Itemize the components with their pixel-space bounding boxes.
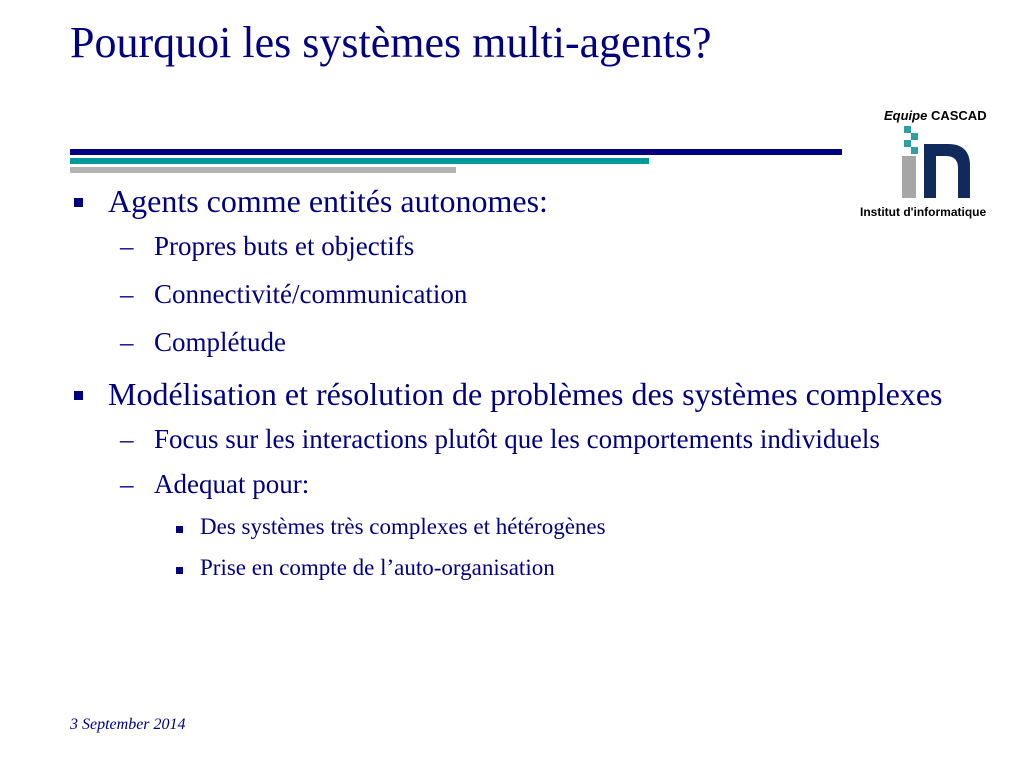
list-item <box>70 554 990 582</box>
logo-team-name: CASCAD <box>930 108 987 123</box>
title-rule-teal <box>70 158 649 164</box>
title-rule-navy <box>70 149 842 155</box>
dash-bullet-icon: – <box>120 231 134 261</box>
bullet-text: Modélisation et résolution de problèmes des systèmes complexes <box>108 376 943 412</box>
list-item <box>70 513 990 541</box>
bullet-text: Agents comme entités autonomes: <box>108 183 548 219</box>
bullet-text: Adequat pour: <box>154 469 310 499</box>
bullet-list <box>70 182 990 595</box>
list-item <box>70 278 990 311</box>
list-item <box>70 375 988 413</box>
bullet-text: Connectivité/communication <box>154 279 468 309</box>
logo-team-word: Equipe <box>884 108 928 123</box>
logo-team-label <box>884 108 987 123</box>
dash-bullet-icon: – <box>120 327 134 357</box>
bullet-text: Complétude <box>154 327 286 357</box>
bullet-text: Propres buts et objectifs <box>154 231 415 261</box>
dash-bullet-icon: – <box>120 424 134 454</box>
dash-bullet-icon: – <box>120 469 134 499</box>
list-item <box>70 182 990 220</box>
slide-title: Pourquoi les systèmes multi-agents? <box>70 18 712 67</box>
bullet-text: Prise en compte de l’auto-organisation <box>200 555 555 580</box>
list-item <box>70 468 990 501</box>
square-bullet-icon <box>74 391 83 400</box>
title-rule-gray <box>70 167 456 173</box>
list-item <box>70 326 990 359</box>
logo-institute-name: Institut d'informatique <box>860 205 987 219</box>
bullet-text: Focus sur les interactions plutôt que les comportements individuels <box>154 424 880 454</box>
bullet-text: Des systèmes très complexes et hétérogènes <box>200 514 606 539</box>
dash-bullet-icon: – <box>120 279 134 309</box>
square-bullet-icon <box>74 198 83 207</box>
footer-date: 3 September 2014 <box>70 716 186 733</box>
square-bullet-icon <box>176 526 183 533</box>
square-bullet-icon <box>176 567 183 574</box>
list-item <box>70 423 914 456</box>
list-item <box>70 230 990 263</box>
